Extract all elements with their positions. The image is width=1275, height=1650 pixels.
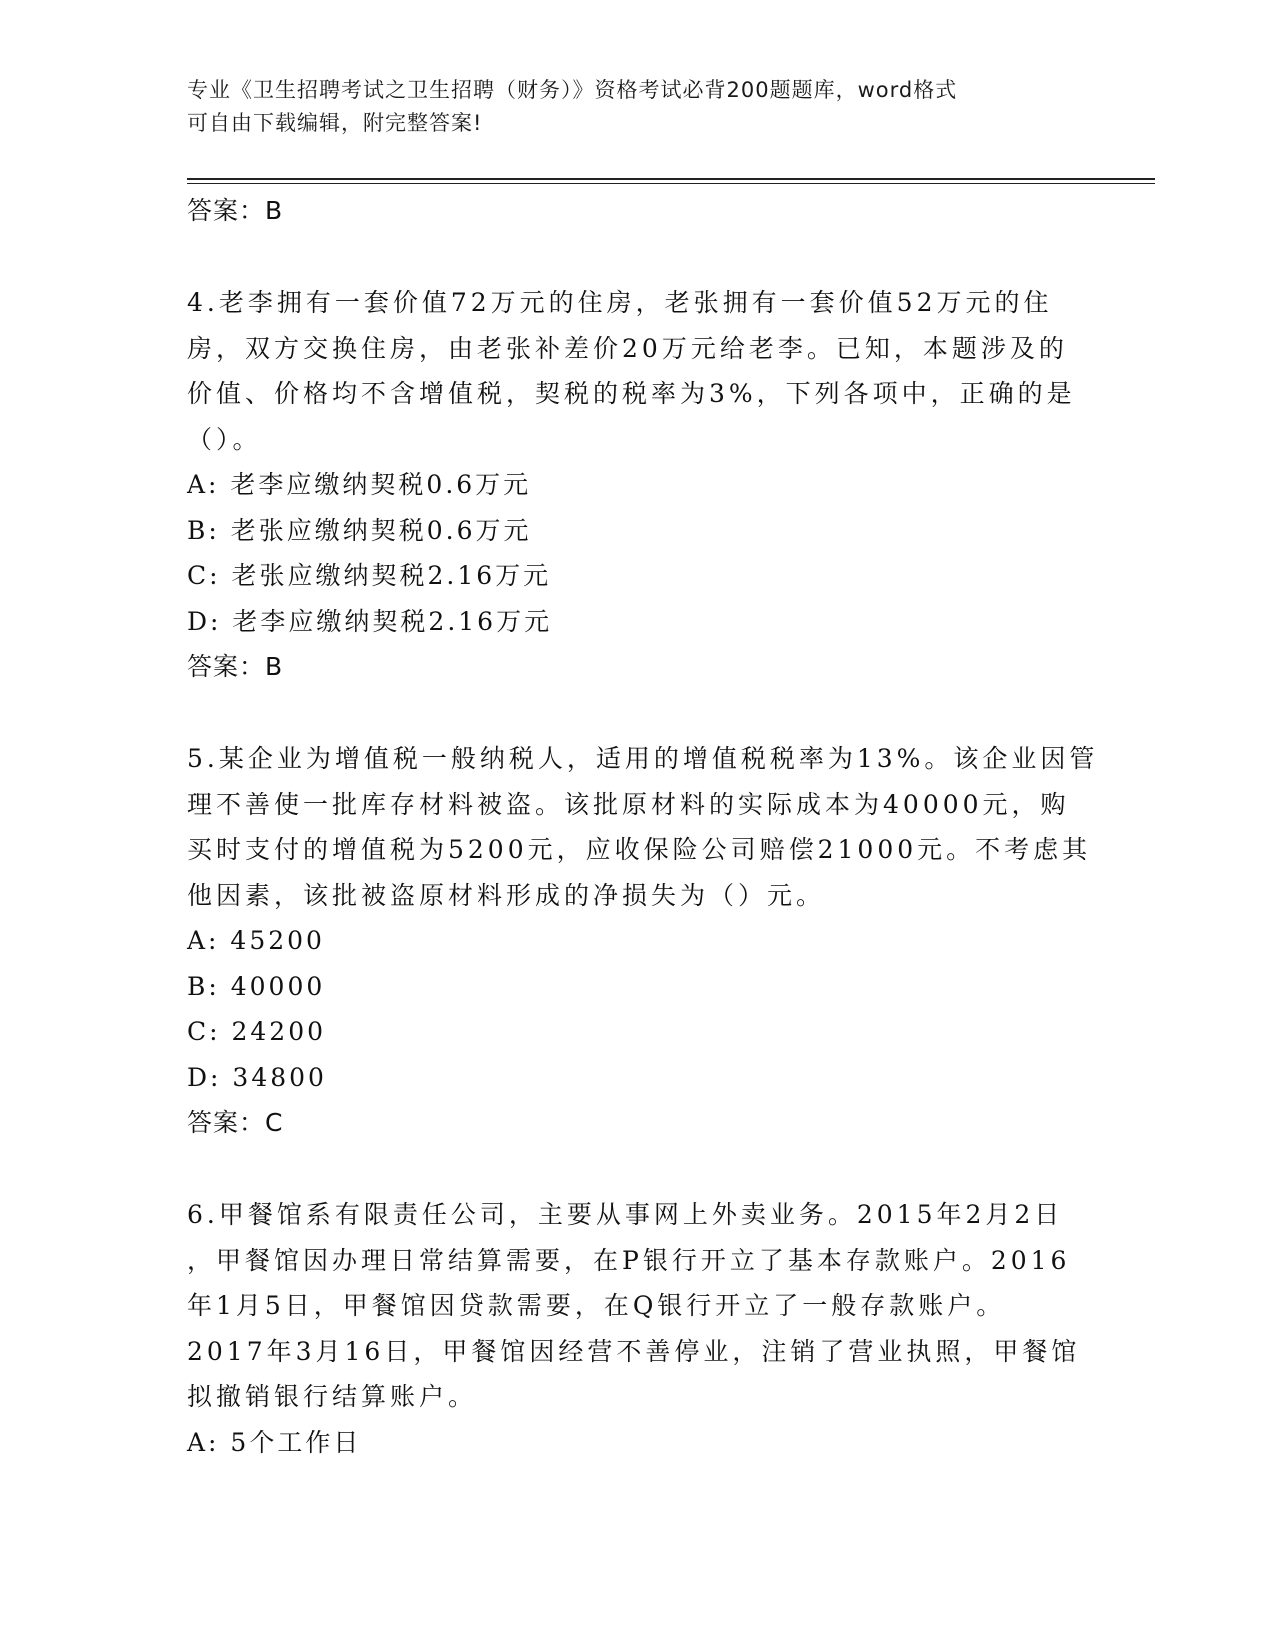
header-divider-thin [187, 183, 1155, 184]
question-4-line-2: 房，双方交换住房，由老张补差价20万元给老李。已知，本题涉及的 [187, 333, 1068, 363]
block-spacer [187, 234, 1087, 280]
question-4-option-c: C: 老张应缴纳契税2.16万元 [187, 561, 552, 590]
question-4 [187, 280, 1087, 690]
question-6-line-3: 年1月5日，甲餐馆因贷款需要，在Q银行开立了一般存款账户。 [187, 1291, 1006, 1320]
question-6 [187, 1192, 1087, 1465]
answer-q4: 答案：B [187, 652, 284, 681]
block-spacer [187, 1146, 1087, 1192]
document-header [187, 74, 1087, 140]
question-4-option-d: D: 老李应缴纳契税2.16万元 [187, 606, 553, 636]
question-5 [187, 736, 1099, 1146]
question-5-option-b: B: 40000 [187, 971, 326, 1001]
answer-q5: 答案：C [187, 1108, 284, 1137]
question-5-line-3: 买时支付的增值税为5200元，应收保险公司赔偿21000元。不考虑其 [187, 835, 1092, 864]
question-5-line-1: 5.某企业为增值税一般纳税人，适用的增值税税率为13%。该企业因管 [187, 744, 1099, 773]
question-4-line-3: 价值、价格均不含增值税，契税的税率为3%，下列各项中，正确的是 [187, 379, 1076, 408]
question-4-option-a: A: 老李应缴纳契税0.6万元 [187, 470, 532, 499]
header-title-line-2: 可自由下载编辑，附完整答案! [187, 111, 483, 135]
question-6-line-4: 2017年3月16日，甲餐馆因经营不善停业，注销了营业执照，甲餐馆 [187, 1336, 1081, 1366]
question-4-line-4: （）。 [187, 424, 262, 454]
question-6-option-a: A: 5个工作日 [187, 1427, 362, 1457]
question-4-line-1: 4.老李拥有一套价值72万元的住房，老张拥有一套价值52万元的住 [187, 288, 1053, 317]
question-6-line-5: 拟撤销银行结算账户。 [187, 1382, 478, 1411]
header-title-line-1: 专业《卫生招聘考试之卫生招聘（财务）》资格考试必背200题题库，word格式 [187, 78, 958, 102]
question-5-line-2: 理不善使一批库存材料被盗。该批原材料的实际成本为40000元，购 [187, 789, 1070, 819]
question-6-line-1: 6.甲餐馆系有限责任公司，主要从事网上外卖业务。2015年2月2日 [187, 1200, 1064, 1229]
question-5-option-c: C: 24200 [187, 1017, 327, 1046]
question-4-option-b: B: 老张应缴纳契税0.6万元 [187, 515, 532, 545]
question-6-line-2: ，甲餐馆因办理日常结算需要，在P银行开立了基本存款账户。2016 [187, 1245, 1071, 1275]
question-5-option-d: D: 34800 [187, 1062, 327, 1092]
header-divider-thick [187, 178, 1155, 180]
answer-q3: 答案：B [187, 196, 284, 225]
block-spacer [187, 690, 1087, 736]
question-5-option-a: A: 45200 [187, 926, 325, 955]
question-5-line-4: 他因素，该批被盗原材料形成的净损失为（）元。 [187, 880, 826, 910]
question-list [187, 188, 1099, 1465]
